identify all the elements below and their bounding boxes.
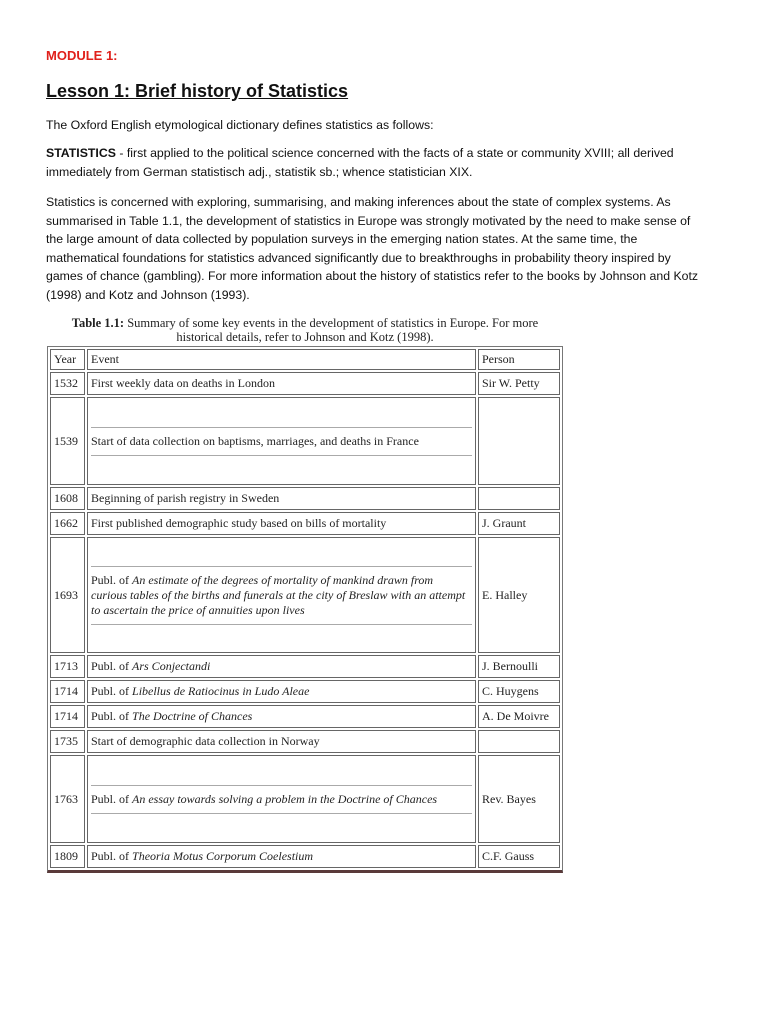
person-cell: C.F. Gauss bbox=[478, 845, 560, 868]
event-cell bbox=[87, 730, 476, 753]
definition bbox=[46, 144, 674, 181]
year-cell: 1608 bbox=[50, 487, 85, 510]
event-cell bbox=[87, 397, 476, 485]
event-text: Publ. of bbox=[91, 659, 133, 673]
year-cell: 1532 bbox=[50, 372, 85, 395]
history-table bbox=[47, 346, 563, 873]
header-year: Year bbox=[50, 349, 85, 370]
person-cell: E. Halley bbox=[478, 537, 560, 653]
table-row bbox=[50, 512, 560, 535]
event-text: Publ. of bbox=[91, 572, 133, 587]
publication-title: An estimate of the degrees of mortality of mankind drawn from curious tables of the births and funerals at the city of Breslaw with an attempt to ascertain the price of annuities upon lives bbox=[91, 572, 466, 617]
event-cell bbox=[87, 487, 476, 510]
publication-title: The Doctrine of Chances bbox=[132, 709, 253, 723]
table-row bbox=[50, 487, 560, 510]
event-cell bbox=[87, 372, 476, 395]
table-header-row bbox=[50, 349, 560, 370]
year-cell: 1714 bbox=[50, 680, 85, 703]
year-cell: 1714 bbox=[50, 705, 85, 728]
person-cell: C. Huygens bbox=[478, 680, 560, 703]
paragraph-line: the large amount of data collected by population surveys in the emerging nation states. At the same time, the bbox=[46, 232, 638, 247]
event-text: Publ. of bbox=[91, 684, 133, 698]
year-cell: 1662 bbox=[50, 512, 85, 535]
publication-title: An essay towards solving a problem in the Doctrine of Chances bbox=[132, 791, 438, 806]
person-cell bbox=[478, 487, 560, 510]
event-cell bbox=[87, 755, 476, 843]
table-row bbox=[50, 397, 560, 485]
person-cell: Rev. Bayes bbox=[478, 755, 560, 843]
person-cell: J. Graunt bbox=[478, 512, 560, 535]
event-text: Publ. of bbox=[91, 791, 133, 806]
publication-title: Libellus de Ratiocinus in Ludo Aleae bbox=[132, 684, 310, 698]
caption-text: Summary of some key events in the development of statistics in Europe. For more historical details, refer to Johnson and Kotz (1998). bbox=[124, 316, 539, 344]
person-cell: Sir W. Petty bbox=[478, 372, 560, 395]
person-cell: J. Bernoulli bbox=[478, 655, 560, 678]
paragraph-line: Statistics is concerned with exploring, summarising, and making inferences about the state of complex systems. As bbox=[46, 195, 671, 209]
person-cell bbox=[478, 397, 560, 485]
table-row bbox=[50, 680, 560, 703]
publication-title: Theoria Motus Corporum Coelestium bbox=[132, 849, 314, 863]
caption-label: Table 1.1: bbox=[71, 316, 125, 330]
definition-line: immediately from German statistisch adj., statistik sb.; whence statistician XIX. bbox=[46, 164, 473, 179]
person-cell bbox=[478, 730, 560, 753]
event-text: First weekly data on deaths in London bbox=[91, 376, 275, 390]
paragraph-line: summarised in Table 1.1, the development of statistics in Europe was strongly motivated by the need to make sense of bbox=[46, 213, 691, 228]
table-row bbox=[50, 730, 560, 753]
table-row bbox=[50, 845, 560, 868]
publication-title: Ars Conjectandi bbox=[132, 659, 211, 673]
paragraph-line: mathematical foundations for statistics advanced significantly due to breakthroughs in probability theory inspired by bbox=[46, 250, 671, 265]
event-cell bbox=[87, 655, 476, 678]
table-caption bbox=[60, 316, 550, 344]
event-text: Start of demographic data collection in Norway bbox=[91, 734, 320, 748]
paragraph-line: games of chance (gambling). For more information about the history of statistics refer to the books by Johnson and Kotz bbox=[46, 269, 699, 284]
event-cell bbox=[87, 512, 476, 535]
history-paragraph bbox=[46, 193, 698, 305]
event-cell bbox=[87, 845, 476, 868]
table-row bbox=[50, 755, 560, 843]
module-label: MODULE 1: bbox=[46, 48, 118, 63]
year-cell: 1763 bbox=[50, 755, 85, 843]
header-event: Event bbox=[87, 349, 476, 370]
event-text: First published demographic study based on bills of mortality bbox=[91, 516, 387, 530]
year-cell: 1809 bbox=[50, 845, 85, 868]
event-text: Publ. of bbox=[91, 709, 133, 723]
year-cell: 1713 bbox=[50, 655, 85, 678]
event-text: Beginning of parish registry in Sweden bbox=[91, 491, 280, 505]
table-row bbox=[50, 705, 560, 728]
event-text: Publ. of bbox=[91, 849, 133, 863]
definition-line: - first applied to the political science concerned with the facts of a state or community XVIII; all derived bbox=[115, 146, 674, 160]
event-cell bbox=[87, 705, 476, 728]
event-cell bbox=[87, 680, 476, 703]
table-row bbox=[50, 372, 560, 395]
event-text: Start of data collection on baptisms, marriages, and deaths in France bbox=[91, 433, 419, 448]
year-cell: 1735 bbox=[50, 730, 85, 753]
header-person: Person bbox=[478, 349, 560, 370]
intro-text: The Oxford English etymological dictionary defines statistics as follows: bbox=[46, 118, 434, 132]
lesson-title: Lesson 1: Brief history of Statistics bbox=[46, 81, 349, 101]
table-row bbox=[50, 655, 560, 678]
paragraph-line: (1998) and Kotz and Johnson (1993). bbox=[46, 287, 250, 302]
definition-term: STATISTICS bbox=[46, 146, 116, 160]
year-cell: 1693 bbox=[50, 537, 85, 653]
event-cell bbox=[87, 537, 476, 653]
year-cell: 1539 bbox=[50, 397, 85, 485]
person-cell: A. De Moivre bbox=[478, 705, 560, 728]
table-row bbox=[50, 537, 560, 653]
